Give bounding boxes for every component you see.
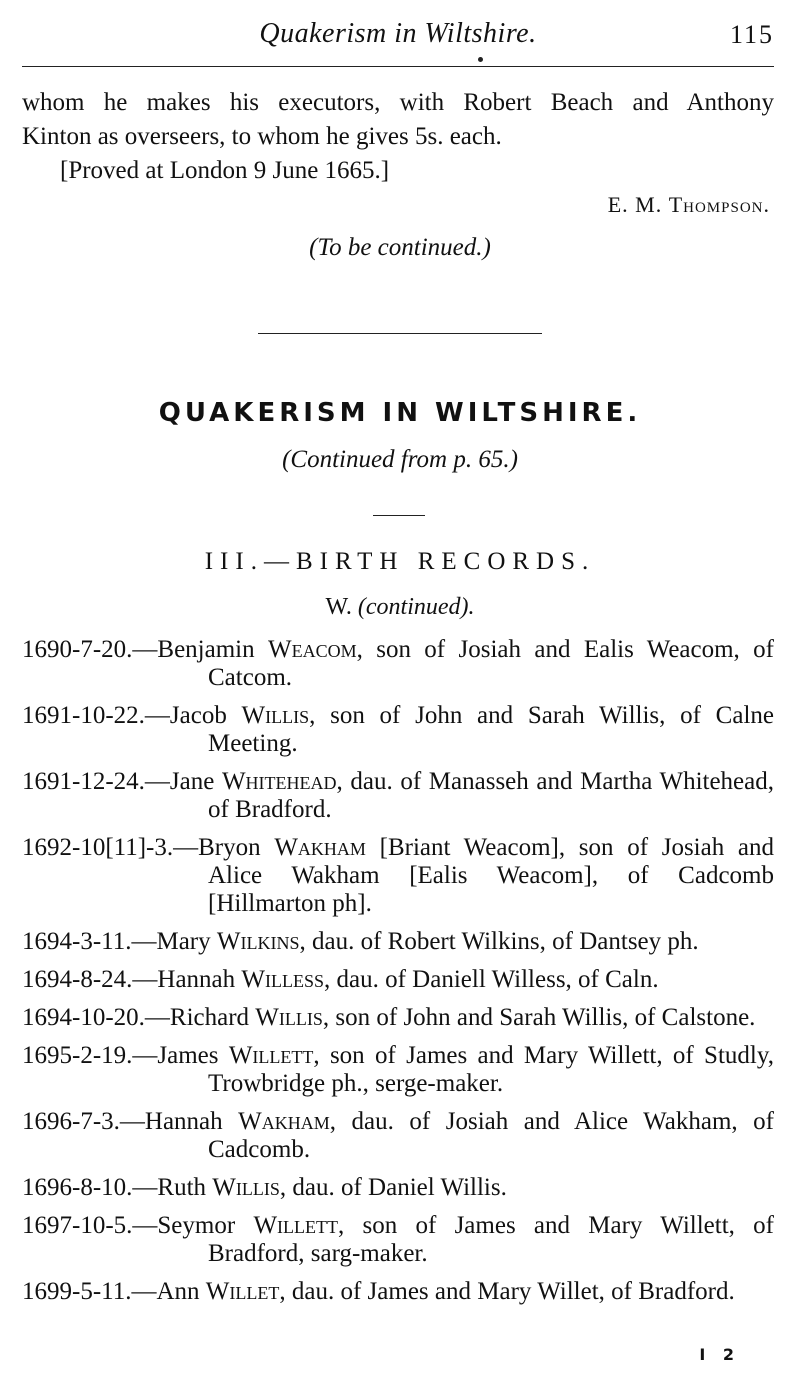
record-surname: Wilkins xyxy=(216,928,300,955)
record-surname: Willis xyxy=(255,1004,323,1031)
record-entry xyxy=(22,1108,774,1164)
running-title: Quakerism in Wiltshire. xyxy=(259,18,537,49)
record-entry xyxy=(22,1004,774,1032)
record-first-name: Richard xyxy=(169,1004,256,1031)
record-date: 1694-8-24.— xyxy=(22,966,158,993)
continuation-line-2: Kinton as overseers, to whom he gives 5s. each. xyxy=(22,123,502,150)
record-first-name: Hannah xyxy=(157,966,242,993)
signature-name: Thompson. xyxy=(668,192,770,217)
record-details: , son of John and Sarah Willis, of Calstone. xyxy=(322,1004,756,1031)
record-first-name: Ruth xyxy=(157,1174,213,1201)
record-surname: Willett xyxy=(253,1212,339,1239)
record-details: , dau. of Robert Wilkins, of Dantsey ph. xyxy=(299,928,699,955)
record-entry xyxy=(22,966,774,994)
record-entry xyxy=(22,1278,774,1306)
record-surname: Willet xyxy=(205,1278,280,1305)
record-entry xyxy=(22,768,774,824)
record-date: 1696-8-10.— xyxy=(22,1174,158,1201)
record-surname: Willis xyxy=(212,1174,280,1201)
record-surname: Weacom xyxy=(267,636,357,663)
record-first-name: Hannah xyxy=(144,1108,239,1135)
record-surname: Wakham xyxy=(238,1108,330,1135)
record-first-name: Jane xyxy=(169,768,222,795)
record-date: 1691-12-24.— xyxy=(22,768,170,795)
record-surname: Whitehead xyxy=(221,768,337,795)
record-date: 1695-2-19.— xyxy=(22,1042,158,1069)
record-entry xyxy=(22,834,774,918)
printer-signature-mark: I 2 xyxy=(699,1345,740,1364)
page-number: 115 xyxy=(729,20,774,49)
section-subtitle: (Continued from p. 65.) xyxy=(282,446,518,473)
record-details: , dau. of James and Mary Willet, of Bradford. xyxy=(279,1278,735,1305)
record-date: 1691-10-22.— xyxy=(22,702,170,729)
ink-dot xyxy=(478,57,483,62)
record-date: 1699-5-11.— xyxy=(22,1278,157,1305)
section-title: QUAKERISM IN WILTSHIRE. xyxy=(158,398,642,428)
continuation-line-3: [Proved at London 9 June 1665.] xyxy=(60,157,390,184)
record-first-name: Bryon xyxy=(198,834,275,861)
record-date: 1692-10[11]-3.— xyxy=(22,834,199,861)
record-entry xyxy=(22,1212,774,1268)
record-surname: Willis xyxy=(241,702,310,729)
continuation-line-1: whom he makes his executors, with Robert Beach and Anthony xyxy=(22,89,774,116)
section-separator xyxy=(258,333,542,334)
record-entry xyxy=(22,1042,774,1098)
record-details: , dau. of Daniel Willis. xyxy=(279,1174,507,1201)
letter-heading xyxy=(0,594,800,621)
signature-initials: E. M. xyxy=(607,192,663,217)
record-details: , dau. of Daniell Willess, of Caln. xyxy=(324,966,659,993)
record-first-name: James xyxy=(157,1042,229,1069)
author-signature xyxy=(608,192,770,218)
record-date: 1697-10-5.— xyxy=(22,1212,158,1239)
record-details: , son of Josiah and Ealis Weacom, of Catcom. xyxy=(208,636,774,691)
record-surname: Wakham xyxy=(274,834,366,861)
letter-note: (continued). xyxy=(357,594,475,620)
record-details: , dau. of Manasseh and Martha Whitehead, of Bradford. xyxy=(208,768,775,823)
record-details: [Briant Weacom], son of Josiah and Alice Wakham [Ealis Weacom], of Cadcomb [Hillmarton ph]. xyxy=(208,834,775,917)
record-surname: Willess xyxy=(241,966,325,993)
subsection-title: III.—BIRTH RECORDS. xyxy=(204,548,596,575)
record-first-name: Mary xyxy=(156,928,217,955)
record-entry xyxy=(22,1174,774,1202)
short-rule xyxy=(373,515,425,516)
record-date: 1694-10-20.— xyxy=(22,1004,170,1031)
record-details: , son of James and Mary Willett, of Studly, Trowbridge ph., serge-maker. xyxy=(208,1042,774,1097)
record-entry xyxy=(22,702,774,758)
record-details: , son of James and Mary Willett, of Bradford, sarg-maker. xyxy=(208,1212,774,1267)
birth-records-list xyxy=(22,636,774,1316)
running-head xyxy=(22,18,774,54)
record-first-name: Benjamin xyxy=(157,636,268,663)
record-first-name: Seymor xyxy=(157,1212,254,1239)
record-date: 1696-7-3.— xyxy=(22,1108,145,1135)
record-date: 1694-3-11.— xyxy=(22,928,157,955)
record-details: , dau. of Josiah and Alice Wakham, of Cadcomb. xyxy=(208,1108,774,1163)
record-date: 1690-7-20.— xyxy=(22,636,158,663)
record-surname: Willett xyxy=(228,1042,314,1069)
header-rule xyxy=(22,66,774,67)
record-entry xyxy=(22,928,774,956)
record-details: , son of John and Sarah Willis, of Calne Meeting. xyxy=(208,702,774,757)
record-entry xyxy=(22,636,774,692)
record-first-name: Ann xyxy=(156,1278,206,1305)
record-first-name: Jacob xyxy=(169,702,242,729)
to-be-continued: (To be continued.) xyxy=(309,234,491,261)
letter: W. xyxy=(325,594,352,620)
